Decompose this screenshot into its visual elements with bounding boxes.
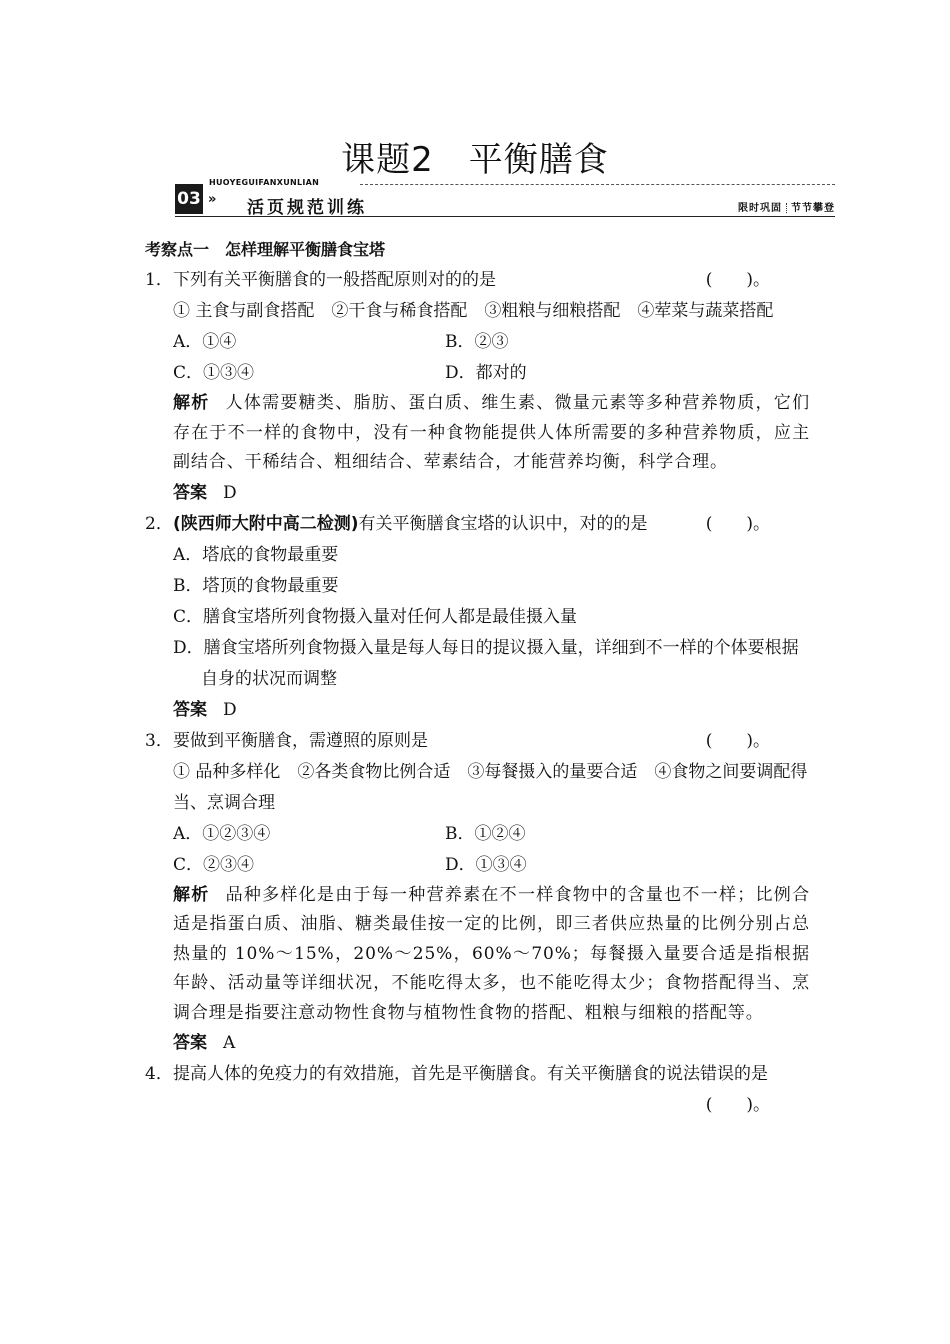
question-3-options-cd (145, 850, 810, 881)
banner-rule (175, 216, 835, 217)
question-1-options-cd (145, 358, 810, 389)
question-1-analysis (145, 389, 810, 478)
question-1-stem (145, 265, 810, 296)
section-banner (175, 180, 835, 218)
section-number-badge: 03 (175, 184, 203, 214)
question-3-stem (145, 726, 810, 757)
answer-blank: ( )。 (705, 1095, 770, 1115)
option-c: C．②③④ (173, 854, 255, 875)
analysis-label: 解析 (173, 393, 210, 413)
banner-tagline-left: 限时巩固 (738, 203, 782, 214)
banner-dashed-divider (360, 184, 835, 185)
question-source: (陕西师大附中高二检测) (173, 513, 359, 534)
option-d: D．①③④ (445, 854, 527, 875)
question-4-stem (145, 1059, 810, 1090)
question-3-options-ab (145, 819, 810, 850)
question-2-stem (145, 509, 810, 540)
question-number: 2． (145, 513, 173, 534)
answer-label: 答案 (173, 1033, 207, 1053)
question-2-answer (145, 695, 810, 726)
analysis-label: 解析 (173, 884, 210, 905)
banner-tagline-right: 节节攀登 (791, 203, 835, 214)
answer-label: 答案 (173, 482, 207, 503)
option-b: B．①②④ (445, 823, 526, 844)
question-3-answer (145, 1028, 810, 1059)
analysis-text: 人体需要糖类、脂肪、蛋白质、维生素、微量元素等多种营养物质，它们存在于不一样的食物中，没有一种食物能提供人体所需要的多种营养物质，应主副结合、干稀结合、粗细结合、荤素结合，才能营养均衡，科学合理。 (173, 393, 810, 472)
option-d: D．都对的 (445, 363, 527, 383)
question-4-blank-line (145, 1090, 810, 1121)
answer-value: D (223, 482, 237, 503)
question-1-items: ① 主食与副食搭配 ②干食与稀食搭配 ③粗粮与细粮搭配 ④荤菜与蔬菜搭配 (173, 301, 774, 321)
question-3-items: ① 品种多样化 ②各类食物比例合适 ③每餐摄入的量要合适 ④食物之间要调配得当、烹调合理 (173, 761, 808, 813)
analysis-text: 品种多样化是由于每一种营养素在不一样食物中的含量也不一样；比例合适是指蛋白质、油脂、糖类最佳按一定的比例，即三者供应热量的比例分别占总热量的 10%～15%，20%～25%，60%～70%；每餐摄入量要合适是指根据年龄、活动量等详细状况，不能吃得太多，也不能吃得太少；食物搭配得当、烹调合理是指要注意动物性食物与植物性食物的搭配、粗粮与细粮的搭配等。 (173, 884, 810, 1023)
question-number: 1． (145, 270, 173, 290)
question-text: 提高人体的免疫力的有效措施，首先是平衡膳食。有关平衡膳食的说法错误的是 (173, 1064, 768, 1084)
tagline-separator (786, 203, 787, 213)
answer-value: A (223, 1033, 236, 1053)
option-b: B．②③ (445, 332, 509, 352)
option-c: C．膳食宝塔所列食物摄入量对任何人都是最佳摄入量 (173, 606, 578, 627)
banner-title: 活页规范训练 (247, 198, 367, 218)
page-title: 课题2 平衡膳食 (341, 140, 609, 180)
exercise-content (145, 234, 810, 1121)
answer-blank: ( )。 (705, 513, 770, 534)
banner-pinyin: HUOYEGUIFANXUNLIAN (209, 178, 320, 187)
question-text: 有关平衡膳食宝塔的认识中，对的的是 (358, 513, 648, 534)
banner-tagline (738, 199, 835, 214)
answer-label: 答案 (173, 699, 207, 720)
chevron-icon: » (208, 192, 217, 207)
option-c: C．①③④ (173, 363, 255, 383)
answer-value: D (223, 699, 237, 720)
question-1-answer (145, 478, 810, 509)
option-d: D．膳食宝塔所列食物摄入量是每人每日的提议摄入量，详细到不一样的个体要根据自身的状况而调整 (173, 637, 799, 689)
question-number: 4． (145, 1064, 173, 1084)
option-a: A．塔底的食物最重要 (173, 544, 339, 565)
question-3-analysis (145, 881, 810, 1029)
answer-blank: ( )。 (705, 270, 770, 290)
question-1-options-ab (145, 327, 810, 358)
section-heading: 考察点一 怎样理解平衡膳食宝塔 (145, 240, 386, 259)
option-a: A．①②③④ (173, 823, 271, 844)
option-b: B．塔顶的食物最重要 (173, 575, 339, 596)
answer-blank: ( )。 (705, 730, 770, 751)
question-text: 下列有关平衡膳食的一般搭配原则对的的是 (173, 270, 496, 290)
option-a: A．①④ (173, 332, 237, 352)
question-number: 3． (145, 730, 173, 751)
question-text: 要做到平衡膳食，需遵照的原则是 (173, 730, 428, 751)
